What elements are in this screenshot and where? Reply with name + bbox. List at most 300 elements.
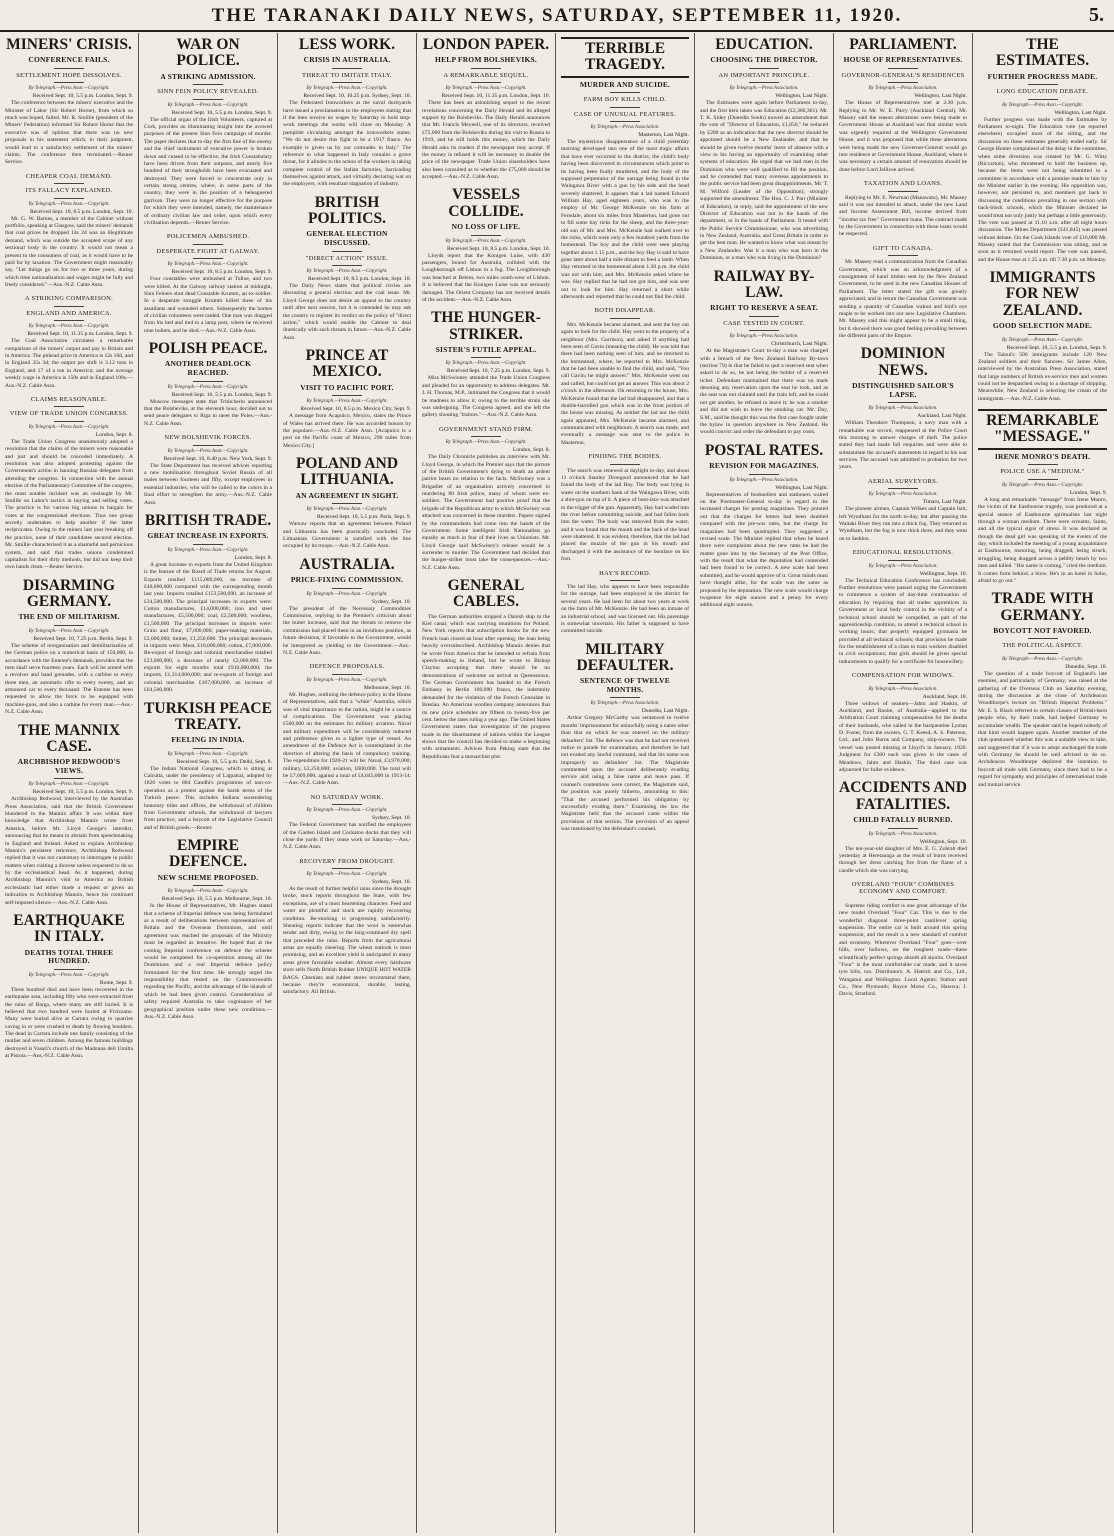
wire-byline: By Telegraph.—Press Assn.—Copyright. — [445, 238, 527, 244]
divider-rule — [193, 544, 223, 545]
article-headline: TERRIBLE TRAGEDY. — [561, 37, 689, 78]
article-dateline: Received Sept. 10, 11.35 p.m. London, Sept. 10. — [441, 93, 550, 100]
article — [422, 578, 550, 761]
article — [144, 37, 272, 227]
article — [144, 233, 272, 335]
divider-rule — [332, 82, 362, 83]
article — [700, 269, 828, 437]
article-headline: VESSELS COLLIDE. — [448, 186, 524, 220]
divider-rule — [193, 84, 223, 85]
divider-rule — [332, 68, 362, 69]
divider-rule — [332, 868, 362, 869]
article-subheading: OVERLAND "FOUR" COMBINES ECONOMY AND COMFORT. — [851, 881, 955, 896]
article-subheading: GREAT INCREASE IN EXPORTS. — [147, 531, 269, 541]
article-subheading: CHOOSING THE DIRECTOR. — [710, 55, 818, 65]
wire-byline: By Telegraph.—Press Assn.—Copyright. — [306, 808, 388, 814]
article — [839, 549, 967, 666]
article-dateline: Rome, Sept. 9. — [99, 979, 133, 986]
article-body: In the House of Representatives, Mr. Hughes stated that a scheme of Imperial defence was being formulated as a result of deliberations between representatives of Britain and the Overseas Dominions, and until agreement was reached the proposals of the Ministry must be regarded as tentative. He hoped that at the coming Imperial conference on defence the scheme would be completed for co-operation among all the Dominions and a real Imperial defence policy formulated for the first time. He strongly urged the responsibility that rested on the Commonwealth regarding the Pacific, and the advantage of the islands of which he had been given control. Considerations of safety required Australia to take cognisance of her geographical position under these new conditions.—Aus.-N.Z. Cable Assn. — [144, 903, 272, 1020]
article-headline: DISARMING GERMANY. — [22, 576, 116, 610]
divider-rule — [332, 395, 362, 396]
article — [561, 642, 689, 834]
article — [144, 513, 272, 695]
wire-byline: By Telegraph.—Press Association. — [729, 86, 799, 92]
article — [5, 173, 133, 290]
article-headline: AUSTRALIA. — [299, 555, 395, 573]
article-headline: RAILWAY BY-LAW. — [713, 267, 815, 301]
article-dateline: Received Sept. 10, 8.5 p.m. London, Sept. 10. — [29, 208, 133, 215]
divider-rule — [1028, 84, 1058, 85]
article-dateline: Received Sept. 10, 8.5 p.m. Mexico City, Sept. 9. — [300, 406, 411, 413]
wire-byline: By Telegraph.—Press Association. — [868, 86, 938, 92]
article-body: The mysterious disappearance of a child yesterday morning developed into one of the most tragic affairs that have ever occurred in the district, the child's body having been discovered in circumstances which point to its having been foully murdered, and the body of the supposed perpetrator of the outrage being found in the Waingawa River with a gun by his side and the head severely shattered. It appears that a lad named Edward William Hay, aged eighteen years, who was in the employ of Mr. George McKenzie on his farm at Ferndale, about six miles from Masterton, had gone out to fill some hay ricks for the sheep, and the three-year-old son of Mr. and Mrs. McKenzie had walked over to the ricks, which were only a few hundred yards from the homestead. The boy and the child were seen playing together about 1.15 p.m., and the boy Hay is said to have gone later about half a mile distant to feed a lamb. When Hay returned to the homestead about 1.30 p.m. the child was not with him, and Mrs. McKenzie asked where he was. Hay replied that he had not got him, and was sent out to look for him. Hay returned a short while afterwards and reported that he could not find the child. — [561, 139, 689, 300]
masthead — [0, 0, 1114, 32]
article-subheading: FURTHER PROGRESS MADE. — [987, 71, 1098, 81]
article-headline: THE ESTIMATES. — [995, 36, 1090, 70]
wire-byline: By Telegraph.—Press Assn.—Copyright. — [167, 547, 249, 553]
divider-rule — [610, 92, 640, 93]
article-body: As the result of further helpful rains since the drought broke, stock reports throughout the State, with few exceptions, are of a most heartening character. Feed and water are plentiful and stock are rapidly recovering condition. Re-stocking is progressing satisfactorily. Shearing reports indicate that the wool is somewhat tender and dirty, owing to the long-continued dry spell that preceded the rains. Reports from the agricultural areas are equally cheering. The wheat outlook is most promising, and an excellent yield is anticipated in many areas given favorable weather. Almost every hardware store sells North British Rubber UNIQUE HOT WATER BAGS. Chemists and rubber stores recommend them, because they're economical, durable, lasting, satisfactory. All British. — [283, 886, 411, 996]
article-subheading: CHEAPER COAL DEMAND. — [25, 172, 113, 180]
divider-rule — [888, 899, 918, 900]
article-dateline: Wellington, Last Night. — [775, 484, 828, 491]
divider-rule — [1028, 99, 1058, 100]
divider-rule — [888, 402, 918, 403]
article-body: A great increase in exports from the United Kingdom is the feature of the Board of Trade returns for August. Exports totalled £115,000,000, an increase of £40,000,000 compared with the corresponding month last year. Imports totalled £153,500,000, an increase of £34,500,000. The principal increases in exports were: Cotton manufactures, £14,000,000; iron and steel manufactures, £5,500,000; coal, £2,500,000; woollens, £1,500,000. The principal increases in imports were: Grain and flour, £7,000,000; paper-making materials, £2,000,000; timber, £1,250,000. The principal decreases in imports were: Meat, £10,000,000; cotton, £7,000,000. Re-export of foreign and colonial merchandise totalled £23,000,000, a decrease of nearly £2,000,000. The exports for eight months total £910,000,000; the imports, £1,314,000,000; and re-exports of foreign and colonial merchandise £167,000,000, an increase of £64,500,000. — [144, 561, 272, 694]
divider-rule — [749, 474, 779, 475]
article-dateline: London, Sept. 8. — [234, 554, 272, 561]
article — [978, 409, 1107, 585]
wire-byline: By Telegraph.—Press Assn.—Copyright. — [1001, 482, 1084, 488]
article-body: The president of the Necessary Commodities Commission, replying to the Premier's criticism about the butter increase, said that the threats to remove the commission had placed them in an invidious position, as future decisions, if favorable to the Government, would be interpreted as yielding to the Government.—Aus.-N.Z. Cable Assn. — [283, 605, 411, 656]
divider-rule — [332, 804, 362, 805]
wire-byline: By Telegraph.—Press Assn.—Copyright. — [306, 86, 388, 92]
article-headline: POLAND AND LITHUANIA. — [295, 455, 399, 489]
article-headline: GENERAL CABLES. — [447, 577, 525, 611]
divider-rule — [54, 183, 84, 184]
article-subheading: HOUSE OF REPRESENTATIVES. — [843, 55, 963, 65]
article-body: The Technical Education Conference has concluded. Further resolutions were passed urging the Government to commence a system of day-time continuation of education by requiring that all trades apprentices in Government or local body control in the vicinity of a technical school should be compelled, as part of the apprenticeship condition, to attend a technical school in working hours; that properly equipped gymnasia be provided at all technical schools; that provision be made for the establishment of a class to train workers disabled in civil occupations; that girls should be given special inducements to qualify for a certificate for housewifery. — [839, 577, 967, 665]
article-subheading: BOYCOTT NOT FAVORED. — [993, 625, 1092, 635]
article-subheading: SISTER'S FUTILE APPEAL. — [435, 344, 537, 354]
article-dateline: Melbourne, Sept. 10. — [363, 684, 411, 691]
article-dateline: Wellington, Last Night. — [775, 93, 828, 100]
wire-byline: By Telegraph.—Press Assn.—Copyright. — [28, 86, 110, 92]
article-subheading: THE END OF MILITARISM. — [18, 612, 120, 622]
article-body: Mrs. McKenzie became alarmed, and sent the boy out again to look for the child. Hay went to the property of a neighbour (Mrs. Garrison), and asked if anything had been seen of Gavin (meaning the child). He was told that there had been nothing seen of him, and he returned to the homestead, where, he reported to Mrs. McKenzie that he had been unable to find the child, and said, "You call Gavin; he might answer." Mrs. McKenzie went out and called, but could not get an answer. This was about 2 o'clock in the afternoon. On returning to the house, Mrs. McKenzie found that the lad had disappeared, and that a double-barrelled gun which was in the front portion of the house was missing. As neither the lad nor the child again appeared, Mrs. McKenzie became alarmed, and communicated with neighbours. A search was made, and eventually a message was sent to the police in Masterton. — [561, 321, 689, 446]
article-subheading: TAXATION AND LOANS. — [863, 180, 943, 188]
wire-byline: By Telegraph.—Press Assn.—Copyright. — [167, 889, 249, 895]
article-body: The Daily News states that political circles are discussing a general election and the coal issue. Mr. Lloyd George does not desire an appeal to the country until after next session, but it is contended he may ask the country to register its verdict on the policy of "direct action," which would enable the Cabinet to deal drastically with such threats in future.—Aus.-N.Z. Cable Assn. — [283, 283, 411, 341]
article-body: Three widows of seamen—Jahm and Haskin, of Auckland, and Rooke, of Australia—applied to the Arbitration Court claiming compensation for the deaths of their husbands, who sailed in the barquentine Lyman D. Foster, from the owners, G. T. Keesd, A. S. Paterson, Ltd., and John Burns and Company, ship-owners. The vessel was posted missing at Lloyd's in January, 1920. Judgment for £300 each was given in the cases of Meadows, Jahm and Haskin. The third case was adjourned for fuller evidence. — [839, 700, 967, 773]
newspaper-title: THE TARANAKI DAILY NEWS, SATURDAY, SEPTEMBER 11, 1920. — [211, 5, 903, 26]
divider-rule — [610, 697, 640, 698]
article-subheading: HAY'S RECORD. — [599, 569, 651, 577]
article-dateline: London, Sept. 8. — [95, 431, 133, 438]
article-dateline: London, Sept. 9. — [1069, 489, 1107, 496]
divider-rule — [471, 68, 501, 69]
article — [422, 426, 550, 572]
wire-byline: By Telegraph.—Press Assn.—Copyright. — [167, 262, 249, 268]
article-body: The State Department has received advices reporting a new mobilisation throughout Soviet Russia of all males between fourteen and fifty, except employees in essential industries, who will be called to the colors in a final effort to strengthen the army.—Aus.-N.Z. Cable Assn. — [144, 462, 272, 506]
wire-byline: By Telegraph.—Press Assn.—Copyright. — [445, 361, 527, 367]
article-dateline: Received Sept. 10, 5.5 p.m. London, Sept. 9. — [32, 93, 133, 100]
article-headline: MILITARY DEFAULTER. — [576, 640, 674, 674]
article — [283, 348, 411, 450]
divider-rule — [332, 503, 362, 504]
divider-rule — [193, 445, 223, 446]
news-columns — [0, 33, 1114, 1533]
article-subheading: GOVERNMENT STAND FIRM. — [439, 425, 533, 433]
wire-byline: By Telegraph.—Press Association. — [590, 701, 660, 707]
article-body: Representatives of booksellers and stationers waited on the Postmaster-General to-day in regard to the increased charges for posting magazines. They pointed out that the charges for letters had been doubled compared with the pre-war rates, but the charge for magazines had been quadrupled. They suggested a revised scale. The Minister replied that when he heard there were complaints about the new rates he had the matter gone into by the Secretary of the Post Office, with the result that what the deputation had contended had been found to be correct. A new scale had been submitted, and he would approve of it. Great minds must have thought alike, for the scale was the same as proposed by the deputation. The new scale would charge twopence for eight ounces and a penny for every additional eight ounces. — [700, 491, 828, 609]
article-headline: BRITISH POLITICS. — [308, 193, 386, 228]
article-body: A long and remarkable "message" from Irene Munro, the victim of the Eastbourne tragedy, was produced at a special seance of Eastbourne spiritualists last night through a woman medium. There were screams, faints, and all the typical signs of stress. It was declared as though the dead girl was speaking of the events of the day, which included the meeting of a young acquaintance at Eastbourne, motoring, being dragged, being struck, struggling, being dragged across a pebbly beach by two men and killed. "His name is coming," cried the medium. It comes from behind, a blow. He's in an hotel in Soho, afraid to go out." — [978, 496, 1107, 584]
article-dateline: Received Sept. 10, 8.5 p.m. London, Sept. 10. — [307, 276, 411, 283]
article-subheading: COMPENSATION FOR WIDOWS. — [851, 672, 955, 680]
article-subheading: "DIRECT ACTION" ISSUE. — [305, 254, 389, 262]
article — [283, 858, 411, 997]
article-dateline: Received Sept. 10, 10.25 p.m. Sydney, Sept. 10. — [303, 93, 411, 100]
article — [283, 663, 411, 787]
article-body: Supreme riding comfort is one great advantage of the new model Overland "Four" Car. This is due to the wonderful diagonal three-point cantilever spring suspension. The entire car is built around this spring suspension, and the result is a new standard of comfort and economy. Wherever Overland "Four" goes—over hills, over hollows, on the roughest roads—these scientifically perfect springs absorb all shocks. Overland "Four" is the most comfortable car made, and it saves tyre bills, too. Distributors: A. Hatrick and Co., Ltd., Wanganui and Wellington. Local Agents: Station and Co., New Plymouth; Boyce Motor Co., Hawera; J. Davis, Stratford. — [839, 902, 967, 998]
article-subheading: A STRIKING COMPARISON. — [24, 295, 114, 303]
wire-byline: By Telegraph.—Press Association. — [868, 406, 938, 412]
article-headline: ACCIDENTS AND FATALITIES. — [839, 779, 967, 813]
news-column — [834, 33, 973, 1533]
article-headline: THE HUNGER-STRIKER. — [431, 309, 541, 343]
article — [283, 456, 411, 551]
divider-rule — [54, 969, 84, 970]
article-dateline: Dunedin, Last Night. — [641, 708, 689, 715]
wire-byline: By Telegraph.—Press Assn.—Copyright. — [167, 751, 249, 757]
article-subheading: POLICEMEN AMBUSHED. — [166, 233, 250, 241]
article — [978, 270, 1107, 403]
article-body: The Trade Union Congress unanimously adopted a resolution that the claims of the miners were reasonable and just and should be conceded immediately. A resolution was also adopted protesting against the Government's action in banning Russian delegates from attending the congress. In connection with the annual election of the Parliamentary Committee of the congress, the most notable incident was an onslaught by Mr. Smillie on Labor's tactics in buying and selling votes. The practice is for various big unions to bargain for votes at the congressional elections. Thus one group secretly undertakes to help another if the latter reciprocates. Owing to the miners last year breaking off the practice, none of their candidates secured election. Mr. Smillie characterised it as a shameful and pernicious system, and said that trades unions condemned capitalists for their dirty methods, but did not keep their own hands clean.—Reuter Service. — [5, 438, 133, 571]
article-dateline: Wellington, Last Night. — [1054, 109, 1107, 116]
article — [144, 701, 272, 833]
divider-rule — [1028, 653, 1058, 654]
article — [144, 434, 272, 507]
wire-byline: By Telegraph.—Press Assn.—Copyright. — [167, 448, 249, 454]
news-column — [417, 33, 556, 1533]
article — [839, 245, 967, 341]
article-dateline: Sydney, Sept. 10. — [372, 598, 411, 605]
article-headline: MINERS' CRISIS. — [6, 36, 132, 53]
divider-rule — [332, 265, 362, 266]
article-subheading: BOTH DISAPPEAR. — [594, 307, 656, 315]
divider-rule — [1028, 464, 1058, 465]
divider-rule — [888, 191, 918, 192]
article — [839, 780, 967, 875]
article — [283, 794, 411, 852]
article-body: The Coal Association circulates a remarkable comparison of the miners' output and pay in Britain and in America. The pithead price in America is 12s 10d, and in England 35s 3d; the output per shift is 3.12 tons in England, and 17 of a ton in America; and the average weekly wage in America is 150s and in England 108s.—Aus.-N.Z. Cable Assn. — [5, 338, 133, 389]
article-body: A message from Acapulco, Mexico, states the Prince of Wales has arrived there. He was accorded honors by the populace.—Aus.-N.Z. Cable Assn. [Acapulco is a port on the Pacific coast of Mexico, 290 miles from Mexico City.] — [283, 413, 411, 449]
divider-rule — [193, 99, 223, 100]
article-subheading: FARM BOY KILLS CHILD. — [583, 96, 667, 104]
article-subheading: GENERAL ELECTION DISCUSSED. — [306, 229, 388, 248]
article-dateline: Received Sept. 10, 5.5 p.m. London, Sept. 9. — [171, 391, 272, 398]
divider-rule — [332, 588, 362, 589]
article — [561, 570, 689, 636]
article-subheading: NO SATURDAY WORK. — [310, 793, 384, 801]
article-body: Miss McSwinney attended the Trade Union Congress and pleaded for an opportunity to address delegates. Mr. J. H. Thomas, M.P., intimated the Congress that it would be madness to allow it, owing to the terrible strain she was undergoing. The Congress agreed, and she left the gallery shouting "traitors."—Aus.-N.Z. Cable Assn. — [422, 375, 550, 419]
article-dateline: London, Sept. 8. — [512, 447, 550, 454]
article-body: At the Magistrate's Court to-day a man was charged with a breach of the New Zealand Railway By-laws (section 79) in that he failed to quit a reserved seat when asked to do so, he not being the holder of a reserved ticket. Defendant maintained that there was no mark denoting any reservation upon the seat he took, and as the seat was not claimed until the train left, and he could not get another, he refused to leave it; he was a smoker and did not wish to leave the smoking car. Mr. Day, S.M., said he thought this was the first case fought under the bylaw in question anywhere in New Zealand. He would convict and order the defendant to pay costs. — [700, 348, 828, 436]
article-subheading: GIFT TO CANADA. — [873, 244, 933, 252]
article-subheading: VIEW OF TRADE UNION CONGRESS. — [9, 410, 129, 418]
article — [283, 557, 411, 658]
divider-rule — [1028, 334, 1058, 335]
article-headline: EARTHQUAKE IN ITALY. — [13, 911, 125, 946]
article-subheading: ENGLAND AND AMERICA. — [26, 309, 112, 317]
article-subheading: CASE TESTED IN COURT. — [723, 319, 805, 327]
article — [978, 591, 1107, 789]
article-body: Four constables were ambushed at Tulloe, and two were killed. At the Galway railway station at midnight, Sinn Feiners shot dead Constable Krumm, an ex-soldier. In a desperate struggle Krumm killed three of his assailants and wounded others. Subsequently the homes of civilian volunteers were raided. One man was dragged from his bed and tied to a lamp post, where he received nine bullets, and he died.—Aus.-N.Z. Cable Assn. — [144, 276, 272, 334]
article-body: The German authorities stopped a Danish ship in the Kiel canal, which was carrying munitions for Poland. New York reports that subscription books for the new French loan closed an hour after opening, the loan being heavily oversubscribed. Archbishop Mannix denies that he wrote from America that he intended to refrain from speech-making in Ireland, but he wrote to Bishop Clayton accepting that there should be no demonstrations of welcome on arrival at Queenstown. The German Government has handed to the French Embassy in Berlin 100,000 francs, the indemnity demanded for the violation of the French Consulate in Breslau. An American woollen company announces that its new price schedules are fifteen to twenty-five per cent. below the rates ruling a year ago. The United States Government states that investigation of the progress made in the disarmament of nations within the League shows that the council has decided to make a beginning with armaments. Advices from Peking state that the Republicans fear a monarchist plot. — [422, 613, 550, 760]
article-body: Mr. Massey read a communication from the Canadian Government, which was an acknowledgment of a consignment of kauri timber sent by the New Zealand Government, to be used in the new Canadian Houses of Parliament. The letter stated the gift was greatly appreciated, and in return the Canadian Government was sending a quantity of Canadian walnut and bird's eye maple to be worked into our new Legislative Chambers. Mr. Massey said this might appear to be a small thing, but it showed there was good feeling prevailing between the different parts of the Empire. — [839, 259, 967, 340]
article-headline: DOMINION NEWS. — [860, 345, 946, 379]
article-subheading: PRICE-FIXING COMMISSION. — [290, 575, 404, 585]
article — [839, 881, 967, 999]
article-subheading: POLICE USE A "MEDIUM." — [1000, 468, 1085, 476]
wire-byline: By Telegraph.—Press Association. — [868, 686, 938, 692]
article-dateline: Received Sept. 10, 5.5 p.m. London, Sept. 9. — [171, 109, 272, 116]
article-subheading: THE POLITICAL ASPECT. — [1002, 642, 1083, 650]
article-body: Further progress was made with the Estimates by Parliament to-night. The Education vote (as reported elsewhere) occupied most of the sitting, and the discussion on these estimates generally ended early. Sir George Hunter complained of the delay in the committee, when some diversion was created by Mr. G. Witty (Riccarton), who threatened to hold the business up, because the items were not being submitted to a committee in accordance with a promise made to him by the Minister earlier in the evening. His opposition was, however, not persisted in, and members got back to discussing the conditions prevailing in one section with back-block schools, which the Minister declared he would treat not only justly but perhaps a little generously. The vote was passed at 11.10 a.m. after all night hours discussion. The Mines Department (£41,845) was passed without debate. On the Cook Islands vote of £16,000 Mr. Massey stated that the Commission was sitting, and as soon as it returned would report. The vote was passed, and the House rose at 1.25 a.m. till 7.30 p.m. on Monday. — [978, 116, 1107, 263]
article-subheading: SETTLEMENT HOPE DISSOLVES. — [16, 71, 122, 79]
article-dateline: Received Sept. 10, 8.5 p.m. London, Sept. 9. — [171, 269, 272, 276]
article-body: The official organ of the Irish Volunteers, captured at Cork, provides an illuminating insight into the avowed purposes of the present Sinn Fein campaign of murder. The paper declares that to-day the first line of the enemy and the chief instrument of executive power is broken down and ceased to be effective; the Irish Constabulary have been driven from their outposts, and nearly five hundred of their strongholds have been evacuated and destroyed. They were forced to concentrate only in certain strong centres, where, in some parts of the country, they were in the position of a beleaguered garrison. They were no longer effective for the purpose for which they were intended, namely, the maintenance of ordinary civilian law and order, upon which every civilisation depends.—Reuter Service. — [144, 116, 272, 226]
article — [144, 838, 272, 1021]
article-body: The House of Representatives met at 2.30 p.m. Replying to Mr. W. E. Parry (Auckland Central), Mr. Massey said the reason alterations were being made to Government House at Auckland was that similar work was urgently required at the Wellington Government House, and it was proposed that while these alterations were being made the new Governor-General would go into residence at Government House, Auckland, where it was necessary a certain amount of renovation should be done before Lord Jellicoe arrived. — [839, 100, 967, 173]
wire-byline: By Telegraph.—Press Assn.—Copyright. — [445, 440, 527, 446]
article-subheading: CHILD FATALLY BURNED. — [853, 814, 953, 824]
wire-byline: By Telegraph.—Press Association. — [868, 492, 938, 498]
article — [5, 295, 133, 390]
article-dateline: Timaru, Last Night. — [922, 499, 967, 506]
article — [839, 672, 967, 774]
wire-byline: By Telegraph.—Press Assn.—Copyright. — [28, 201, 110, 207]
wire-byline: By Telegraph.—Press Assn.—Copyright. — [28, 628, 110, 634]
article-body: There has been an astonishing sequel to the recent revelations concerning the Daily Herald and its alleged support by the Bolsheviks. The Daily Herald announces that Mr. Francis Meynell, one of its directors, received £75,000 from the Bolsheviks during his visit to Russia in 1919, and he still holds this money, which the Daily Herald asks its readers if the newspaper may accept. If the money is refused it will be necessary to double the price of the newspaper. Trade Union shareholders have also been consulted as to whether the £75,000 should be accepted.—Aus.-N.Z. Cable Assn. — [422, 100, 550, 181]
article — [422, 310, 550, 419]
divider-rule — [749, 68, 779, 69]
news-column — [556, 33, 695, 1533]
divider-rule — [471, 235, 501, 236]
wire-byline: By Telegraph.—Press Assn.—Copyright. — [306, 507, 388, 513]
article-dateline: Received Sept. 10, 5.5 p.m. Paris, Sept. 9. — [317, 514, 411, 521]
article-headline: LONDON PAPER. — [422, 36, 550, 53]
article-subheading: ITS FALLACY EXPLAINED. — [25, 187, 113, 195]
article-headline: EMPIRE DEFENCE. — [169, 837, 247, 871]
article-dateline: Auckland, Sept. 10. — [922, 693, 967, 700]
article-headline: PRINCE AT MEXICO. — [305, 347, 389, 381]
article-headline: TRADE WITH GERMANY. — [991, 590, 1094, 624]
divider-rule — [749, 330, 779, 331]
wire-byline: By Telegraph.—Press Assn.—Copyright. — [1001, 656, 1084, 662]
article-body: Mr. Hughes, outlining the defence policy in the House of Representatives, said that a "white" Australia, which was of vital importance to the nation, might be a source of complications. The Government was placing £500,000 on the estimates for military aviation. Naval and military expenditure will be considerably reduced and preference given to a lighter type of vessel. An amendment of the Defence Act is contemplated in the direction of altering the basis of compulsory training. The expenditure for 1920-21 will be: Naval, £3,970,000; military, £2,250,000; aviation, £600,000. The total will be £7,609,000, against a total of £4,645,000 in 1913-14.—Aus.-N.Z. Cable Assn. — [283, 691, 411, 787]
divider-rule — [471, 436, 501, 437]
article-dateline: Wellington, Sept. 10. — [919, 838, 967, 845]
divider-rule — [54, 68, 84, 69]
article-body: Mr. G. W. Barnes, a member of the Cabinet without portfolio, speaking at Glasgow, said the miners' demands that coal prices be dropped 14s 2d was an illegitimate demand, which was outside the accepted scope of any sectional body in the country. It would not mean a present to the consumers of coal, as it would have to be paid for by taxation. The Government might reasonably say, "Let things go on for two or three years, during which time nationalisation and wages might be fully and freely considered."—Aus.-N.Z. Cable Assn. — [5, 215, 133, 289]
wire-byline: By Telegraph.—Press Assn.—Copyright. — [306, 399, 388, 405]
article-subheading: SENTENCE OF TWELVE MONTHS. — [579, 676, 671, 694]
divider-rule — [471, 357, 501, 358]
wire-byline: By Telegraph.—Press Association. — [590, 125, 660, 131]
divider-rule — [193, 258, 223, 259]
article-body: Three hundred died and have been recovered in the earthquake area, including fifty who were extracted from the ruins of Barga, where many are still buried. It is believed that two hundred were buried at Fivizzano. Many were buried alive at Carrara owing to quarries caving in or were crushed to death by flowing boulders. The dead in Carrara include one family consisting of the mother and seven children. Among the famous buildings destroyed is Vasari's church of the Madonna dell Umilta at Pistoia.—Aus.-N.Z. Cable Assn. — [5, 986, 133, 1060]
article-subheading: NEW SCHEME PROPOSED. — [157, 872, 259, 882]
divider-rule — [54, 198, 84, 199]
article — [561, 37, 689, 301]
article-subheading: DISTINGUISHED SAILOR'S LAPSE. — [852, 380, 954, 399]
divider-rule — [54, 421, 84, 422]
article-body: The Daily Chronicle publishes an interview with Mr. Lloyd George, in which the Premier says that the picture of the British Government's dying to death an ardent patriot bears no relation to the facts. McSwiney was a Brigadier of an organisation actively concerned in murdering 80 Irish police, many of whom were ex-soldiers. The Government had positive proof that the brigade of the Republican army to which McSwiney was attached was concerned in these murders. Papers signed by the commandants had come into the hands of the Government. Some intelligent Irish Nationalists go equally as much in fear of their lives as Unionists. Mr. Lloyd George said McSwiney's release would be a surrender to murder. The Government had decided that the hunger-striker must take the consequences.—Aus.-N.Z. Cable Assn. — [422, 454, 550, 571]
divider-rule — [610, 464, 640, 465]
divider-rule — [888, 488, 918, 489]
article-body: The question of a trade boycott of England's late enemies, and particularly of Germany, was raised at the gathering of the Overseas Club on Saturday evening, during the discussion at the close of Archdeacon Woodthorpe's lecture on "British Imperial Problems." Mr. E. S. Black referred to certain classes of British-born people who, by their trade, had helped Germany to accumulate wealth. The speaker said he hoped nobody of that kind would happen again. Another member of the club questioned whether this was a suitable view to take, and suggested that if it was to adopt unchanged the trade with Germany he should be well advised to do so. Archdeacon Woodthorpe deplored the intention to boycott all trade with Germany, since there had to be a regard for sympathy and principles of international trade and mutual service. — [978, 670, 1107, 788]
article-subheading: MURDER AND SUICIDE. — [579, 79, 671, 89]
article-dateline: Wellington, Last Night. — [914, 93, 967, 100]
article-subheading: CLAIMS REASONABLE. — [30, 395, 108, 403]
divider-rule — [610, 580, 640, 581]
article-subheading: DEFENCE PROPOSALS. — [309, 663, 385, 671]
article-subheading: REVISION FOR MAGAZINES. — [709, 461, 819, 470]
article — [5, 578, 133, 717]
news-column — [973, 33, 1112, 1533]
article-body: Archbishop Redwood, interviewed by the Australian Press Association, said that the British Government blundered in the Mannix affair. It was within their knowledge that Archbishop Mannix wrote from America, before Mr. Lloyd George's interdict, announcing that he meant to abstain from speechmaking in England and Ireland. Asked to explain Archbishop Mannix's persistent reticence, Archbishop Redwood replied that it was not customary to interrogate in public matters when visiting a diocese unless requested to do so by the ecclesiastical head. As it happened, during Archbishop Mannix's visit to America no British ecclesiastic had either made a request or given an indication to Archbishop Mannix, hence his continued self-imposed silence.—Aus.-N.Z. Cable Assn. — [5, 796, 133, 906]
divider-rule — [1028, 479, 1058, 480]
article-body: Lloyds report that the Konigen Luise, with 430 passengers, bound for Australia, collided with the Loughborough off Lisbon in a fog. The Loughborough was beached at Belem, two miles south-west of Lisbon. It is believed that the Konigen Luise was not seriously damaged. The Orient Company has not received details of the accident.—Aus.-N.Z. Cable Assn. — [422, 252, 550, 303]
article-headline: POSTAL RATES. — [704, 441, 824, 459]
article-body: The Tainui's 500 immigrants include 120 New Zealand soldiers and their fiancees. Sir James Allen, interviewed by the Australian Press Association, stated that large numbers of British ex-service men and women could not be despatched owing to a shortage of shipping. Meanwhile, New Zealand is selecting the cream of the immigrants.—Aus.-N.Z. Cable Assn. — [978, 351, 1107, 402]
article-headline: LESS WORK. — [298, 36, 396, 53]
article-body: Warsaw reports that an agreement between Poland and Lithuania has been practically concluded. The Lithuanian Government is satisfied with the line occupied by its troops.—Aus.-N.Z. Cable Assn. — [283, 521, 411, 550]
article-body: Arthur Gregory McCarthy was sentenced to twelve months' imprisonment for unlawfully using a name other than that on which he was entered on the military defaulters' list. The defence was that he had not received notice to parade for examination, and therefore he had not evaded any lawful command, and that his name was improperly on defaulters' list. The Magistrate commented upon the accused deliberately evading service and using a false name and leave pass. If counsel's contentions were correct, the Magistrate said, the position was purely hitherto, amounting to this: "That the accused performed his obligation by successfully evading them." Examining the law the Magistrate held that the accused came within the provisions of that section. The provision of an appeal was mentioned by the defendant's counsel. — [561, 715, 689, 833]
article-dateline: Dunedin, Sept. 10. — [1065, 663, 1107, 670]
article-subheading: ANOTHER DEADLOCK REACHED. — [164, 359, 252, 378]
article-dateline: Received Sept. 10, 7.25 p.m. Berlin, Sept. 9. — [33, 635, 133, 642]
article-headline: IMMIGRANTS FOR NEW ZEALAND. — [989, 269, 1096, 319]
article-dateline: Christchurch, Last Night. — [771, 341, 828, 348]
article — [422, 37, 550, 181]
wire-byline: By Telegraph.—Press Assn.—Copyright. — [1001, 337, 1084, 343]
divider-rule — [888, 82, 918, 83]
divider-rule — [888, 828, 918, 829]
divider-rule — [1028, 638, 1058, 639]
article — [839, 478, 967, 543]
page-number: 5. — [1089, 4, 1104, 26]
divider-rule — [471, 82, 501, 83]
wire-byline: By Telegraph.—Press Assn.—Copyright. — [445, 86, 527, 92]
article-subheading: RECOVERY FROM DROUGHT. — [299, 857, 395, 865]
article — [283, 37, 411, 189]
article-subheading: GOOD SELECTION MADE. — [992, 320, 1093, 330]
wire-byline: By Telegraph.—Press Assn.—Copyright. — [167, 384, 249, 390]
article — [978, 37, 1107, 264]
wire-byline: By Telegraph.—Press Association. — [868, 831, 938, 837]
article — [839, 37, 967, 174]
wire-byline: By Telegraph.—Press Association. — [729, 334, 799, 340]
article-subheading: THREAT TO IMITATE ITALY. — [302, 71, 392, 79]
article-body: The ten-year-old daughter of Mrs. E. G. Zohrab died yesterday at Heretaunga as the result of burns received through her dress catching fire from the flame of a candle which she was carrying. — [839, 845, 967, 874]
article-dateline: Received Sept. 10, 8.40 p.m. New York, Sept. 9. — [163, 455, 272, 462]
wire-byline: By Telegraph.—Press Assn.—Copyright. — [306, 591, 388, 597]
article-subheading: ARCHBISHOP REDWOOD'S VIEWS. — [17, 757, 121, 775]
divider-rule — [54, 320, 84, 321]
article-subheading: RIGHT TO RESERVE A SEAT. — [710, 303, 818, 313]
news-column — [139, 33, 278, 1533]
wire-byline: By Telegraph.—Press Assn.—Copyright. — [167, 102, 249, 108]
article-headline: PARLIAMENT. — [849, 36, 957, 53]
news-column — [278, 33, 417, 1533]
article-subheading: AERIAL SURVEYORS. — [867, 477, 939, 485]
article-dateline: Sydney, Sept. 10. — [372, 815, 411, 822]
divider-rule — [332, 674, 362, 675]
article — [144, 341, 272, 428]
article — [700, 443, 828, 610]
article — [5, 37, 133, 167]
wire-byline: By Telegraph.—Press Assn.—Copyright. — [28, 972, 110, 978]
divider-rule — [749, 82, 779, 83]
article-body: Moscow messages state that Tchitcherin announced that the Bolsheviks, at the eleventh hour, decided not to send peace delegates to Riga to meet the Poles.—Aus.-N.Z. Cable Assn. — [144, 398, 272, 427]
divider-rule — [610, 107, 640, 108]
divider-rule — [54, 406, 84, 407]
wire-byline: By Telegraph.—Press Assn.—Copyright. — [1001, 102, 1084, 108]
article-subheading: AN IMPORTANT PRINCIPLE. — [718, 71, 810, 79]
article-headline: WAR ON POLICE. — [176, 36, 240, 70]
divider-rule — [888, 560, 918, 561]
divider-rule — [610, 318, 640, 319]
wire-byline: By Telegraph.—Press Assn.—Copyright. — [306, 677, 388, 683]
article — [561, 453, 689, 563]
article-dateline: Received Sept. 10, 7.25 p.m. London, Sept. 9. — [446, 368, 550, 375]
article-subheading: FINDING THE BODIES. — [588, 453, 662, 461]
article-body: The Federated Ironworkers at the naval dockyards have issued a proclamation to the employees stating that if the men receive no wages by Saturday to hold stop-work meetings the works will close on Monday. A pamphlet circulating amongst the ironworkers states: "We do not desire this fight to be a 1917 fiasco. An example is given us by our comrades in Italy." The reference to what happened in Italy contains a grave threat, for it alludes to the action of the workers in taking complete control of the Italian factories, barricading themselves against attack, and virtually declaring war on the employers, with resultant stagnation of industry. — [283, 100, 411, 188]
article-dateline: Received Sept. 10, 5.5 p.m. London, Sept. 9. — [1006, 344, 1107, 351]
article-subheading: IRENE MONRO'S DEATH. — [994, 451, 1091, 461]
article — [839, 346, 967, 471]
article-subheading: A STRIKING ADMISSION. — [160, 71, 256, 81]
divider-rule — [332, 251, 362, 252]
article-body: The search was renewed at daylight to-day, and about 11 o'clock Stanley Drongood announced that he had found the body of the lad Hay. The body was lying in water on the southern bank of the Waingawa River, with a shot-gun on top of it. A piece of boot-lace was attached to the trigger of the gun. Apparently, Hay had waded into the river before committing suicide, and had fallen back into the water. The body was removed from the water, and it was found that the mouth and the back of the head were shattered. It was evident, therefore, that the lad had placed the muzzle of the gun in his mouth and discharged it with the assistance of the bootlace on his foot. — [561, 467, 689, 563]
divider-rule — [749, 316, 779, 317]
article-headline: TURKISH PEACE TREATY. — [144, 699, 272, 733]
wire-byline: By Telegraph.—Press Assn.—Copyright. — [28, 424, 110, 430]
article-headline: REMARKABLE "MESSAGE." — [978, 409, 1107, 450]
article-subheading: EDUCATIONAL RESOLUTIONS. — [852, 549, 954, 557]
wire-byline: By Telegraph.—Press Assn.—Copyright. — [306, 269, 388, 275]
article-dateline: Masterton, Last Night. — [638, 132, 689, 139]
article-body: The lad Hay, who appears to have been responsible for the outrage, had been employed in the district for several years. He had been for about two years at work on the farm of Mr. McKenzie. He had been an inmate of an industrial school, and was licensed out. His parentage is somewhat uncertain. His father is supposed to have committed suicide. — [561, 584, 689, 635]
wire-byline: By Telegraph.—Press Assn.—Copyright. — [28, 324, 110, 330]
article-subheading: VISIT TO PACIFIC PORT. — [300, 382, 394, 392]
article-dateline: Auckland, Last Night. — [917, 413, 967, 420]
wire-byline: By Telegraph.—Press Association. — [729, 477, 799, 483]
divider-rule — [54, 306, 84, 307]
article — [839, 180, 967, 239]
article-body: William Theodore Thompson, a navy man with a remarkable war record, reappeared at the Police Court this morning to answer charges of theft. The police stated they had made full enquiries and were able to substantiate the accused's statements in regard to his war services. The accused was admitted to probation for two years. — [839, 420, 967, 471]
article-subheading: A REMARKABLE SEQUEL. — [443, 71, 529, 79]
article-subheading: GOVERNOR-GENERAL'S RESIDENCES — [841, 71, 965, 79]
article — [561, 307, 689, 447]
article-dateline: Received Sept. 10, 11.35 p.m. London, Sept. 9. — [27, 331, 133, 338]
article — [422, 187, 550, 304]
divider-rule — [54, 778, 84, 779]
news-column — [0, 33, 139, 1533]
